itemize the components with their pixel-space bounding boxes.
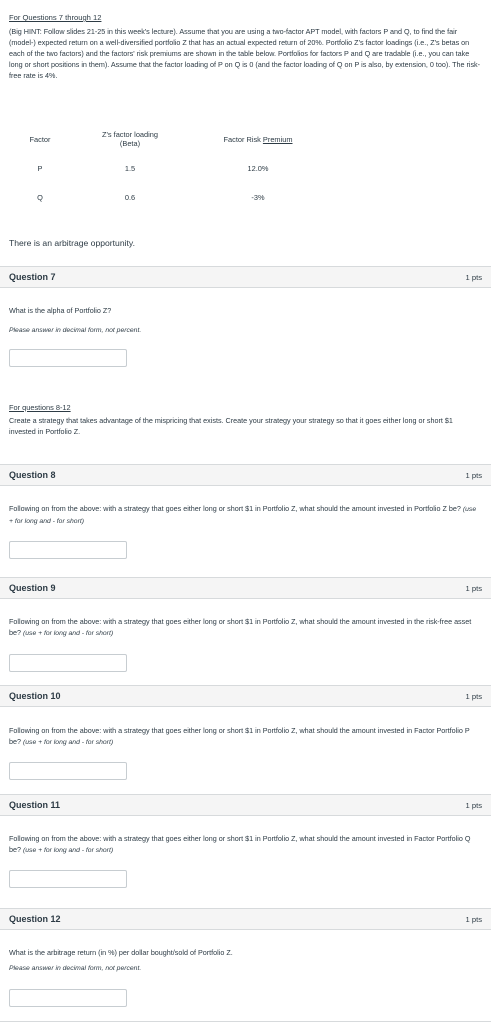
premium-cell: 12.0% xyxy=(247,164,269,173)
question-header-8 xyxy=(0,464,491,486)
question-points: 1 pts xyxy=(465,471,482,480)
intro-block xyxy=(9,12,481,81)
question-title: Question 10 xyxy=(9,691,61,701)
question-header-11 xyxy=(0,794,491,816)
question-note: (use + for long and - for short) xyxy=(23,847,114,854)
section-heading: For questions 8-12 xyxy=(9,403,71,412)
question-text: Following on from the above: with a strategy that goes either long or short $1 in Portfolio Z, what should the amount invested in Factor Portfolio P be? xyxy=(9,726,470,746)
header-factor: Factor xyxy=(29,134,51,144)
question-title: Question 11 xyxy=(9,800,61,810)
answer-input-8[interactable] xyxy=(9,541,127,559)
question-note: (use + for long and - for short) xyxy=(9,506,477,525)
bottom-divider xyxy=(0,1021,491,1022)
factor-table-header-row xyxy=(14,124,322,154)
question-text: Following on from the above: with a strategy that goes either long or short $1 in Portfolio Z, what should the amount invested in the risk-free asset be? xyxy=(9,617,472,637)
question-text: What is the alpha of Portfolio Z? xyxy=(9,306,112,315)
answer-input-9[interactable] xyxy=(9,654,127,672)
question-title: Question 8 xyxy=(9,470,56,480)
factor-cell: P xyxy=(37,164,43,173)
factor-row-p xyxy=(14,154,322,183)
answer-input-7[interactable] xyxy=(9,349,127,367)
arbitrage-statement: There is an arbitrage opportunity. xyxy=(9,238,135,248)
question-body-10 xyxy=(9,725,481,748)
factor-cell: Q xyxy=(37,193,43,202)
premium-cell: -3% xyxy=(251,193,265,202)
question-title: Question 9 xyxy=(9,583,56,593)
question-header-10 xyxy=(0,685,491,707)
header-premium xyxy=(194,124,322,154)
answer-input-10[interactable] xyxy=(9,762,127,780)
question-body-7 xyxy=(9,305,481,336)
answer-input-12[interactable] xyxy=(9,989,127,1007)
question-note: (use + for long and - for short) xyxy=(23,739,114,746)
question-text: Following on from the above: with a strategy that goes either long or short $1 in Portfolio Z, what should the amount invested in Portfolio Z be? xyxy=(9,504,463,513)
question-title: Question 7 xyxy=(9,272,56,282)
question-body-8 xyxy=(9,503,481,527)
question-note: (use + for long and - for short) xyxy=(23,630,114,637)
factor-table xyxy=(14,124,322,212)
question-header-9 xyxy=(0,577,491,599)
intro-body: (Big HINT: Follow slides 21-25 in this week's lecture). Assume that you are using a two-factor APT model, with factors P and Q, to find the fair (model-) expected return on a well-diversified portfolio Z that has an actual expected return of 20%. Portfolio Z's factor loadings (i.e., Z's betas on each of the two factors) and the factors' risk premiums are shown in the table below. Portfolios for factors P and Q are tradable (i.e., you can take long or short positions in them). Assume that the factor loading of P on Q is 0 (and the factor loading of Q on P is also, by extension, 0 too). The risk-free rate is 4%. xyxy=(9,27,481,80)
question-title: Question 12 xyxy=(9,914,61,924)
question-points: 1 pts xyxy=(465,273,482,282)
question-body-11 xyxy=(9,833,481,856)
section-8-12 xyxy=(9,402,481,437)
header-loading-line2: (Beta) xyxy=(119,139,141,148)
header-premium-prefix: Factor Risk xyxy=(223,134,263,144)
question-points: 1 pts xyxy=(465,801,482,810)
beta-cell: 1.5 xyxy=(124,164,136,173)
question-text: What is the arbitrage return (in %) per dollar bought/sold of Portfolio Z. xyxy=(9,948,233,957)
question-note: Please answer in decimal form, not percent. xyxy=(9,327,142,334)
header-premium-word: Premium xyxy=(262,134,293,144)
question-text: Following on from the above: with a strategy that goes either long or short $1 in Portfolio Z, what should the amount invested in Factor Portfolio Q be? xyxy=(9,834,471,854)
header-loading xyxy=(66,124,194,154)
question-points: 1 pts xyxy=(465,692,482,701)
factor-row-q xyxy=(14,183,322,212)
question-note: Please answer in decimal form, not percent. xyxy=(9,965,142,972)
question-points: 1 pts xyxy=(465,584,482,593)
header-loading-line1: Z's factor loading xyxy=(101,130,159,139)
section-body: Create a strategy that takes advantage of the mispricing that exists. Create your strategy your strategy so that it goes either long or short $1 invested in Portfolio Z. xyxy=(9,416,453,436)
question-header-7 xyxy=(0,266,491,288)
question-header-12 xyxy=(0,908,491,930)
question-points: 1 pts xyxy=(465,915,482,924)
question-body-9 xyxy=(9,616,481,639)
beta-cell: 0.6 xyxy=(124,193,136,202)
intro-heading: For Questions 7 through 12 xyxy=(9,13,102,22)
question-body-12 xyxy=(9,947,481,974)
answer-input-11[interactable] xyxy=(9,870,127,888)
